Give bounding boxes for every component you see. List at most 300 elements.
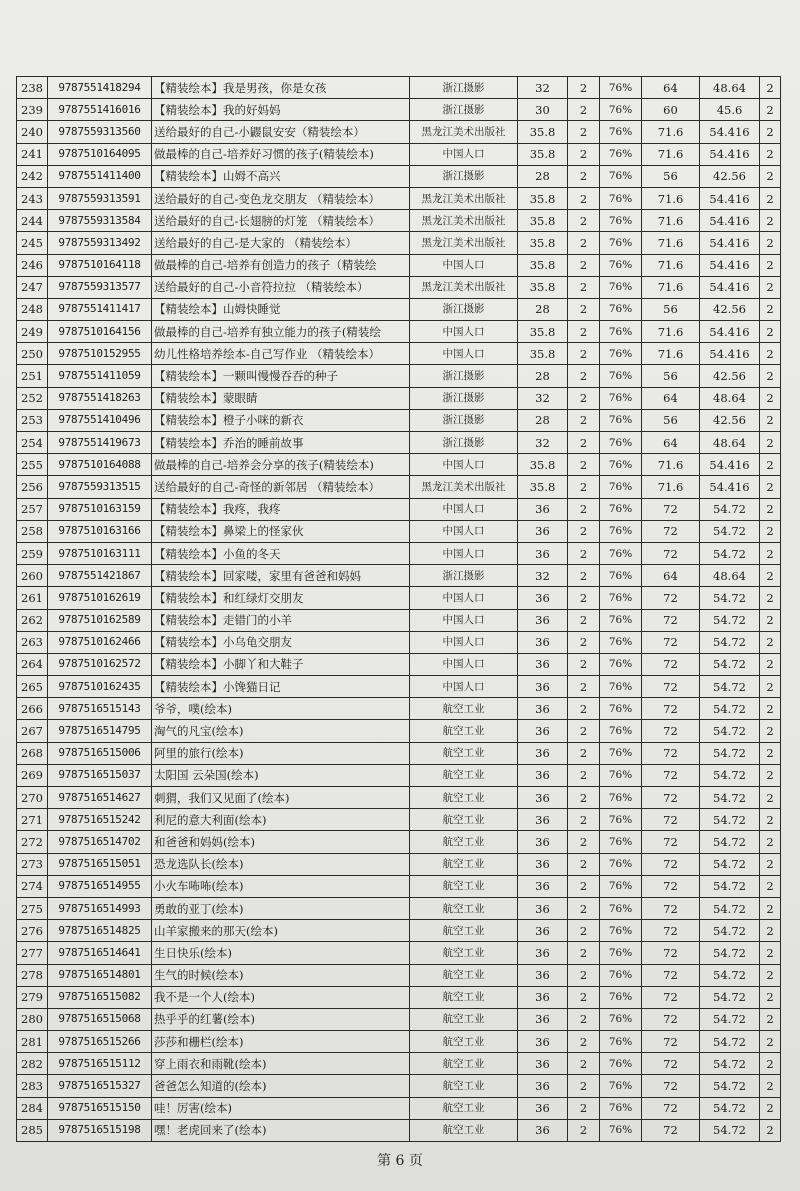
discount-cell: 76% <box>600 343 642 365</box>
unit-price-cell: 36 <box>518 764 568 786</box>
unit-price-cell: 36 <box>518 609 568 631</box>
book-title-cell: 送给最好的自己-小音符拉拉 （精装绘本） <box>152 276 410 298</box>
unit-price-cell: 36 <box>518 520 568 542</box>
unit-price-cell: 36 <box>518 1075 568 1097</box>
table-row <box>17 365 781 387</box>
unit-price-cell: 28 <box>518 298 568 320</box>
table-row <box>17 1031 781 1053</box>
quantity-cell: 2 <box>568 454 600 476</box>
row-number-cell: 242 <box>17 165 48 187</box>
row-number-cell: 240 <box>17 121 48 143</box>
row-number-cell: 276 <box>17 920 48 942</box>
quantity-cell: 2 <box>568 653 600 675</box>
row-number-cell: 272 <box>17 831 48 853</box>
discount-cell: 76% <box>600 276 642 298</box>
extra-cell: 2 <box>760 1053 781 1075</box>
isbn-cell: 9787516514825 <box>48 920 152 942</box>
row-number-cell: 265 <box>17 676 48 698</box>
table-row <box>17 454 781 476</box>
discount-cell: 76% <box>600 853 642 875</box>
publisher-cell: 中国人口 <box>410 254 518 276</box>
publisher-cell: 航空工业 <box>410 764 518 786</box>
extra-cell: 2 <box>760 321 781 343</box>
quantity-cell: 2 <box>568 432 600 454</box>
net-total-cell: 54.72 <box>700 897 760 919</box>
quantity-cell: 2 <box>568 343 600 365</box>
list-total-cell: 72 <box>642 942 700 964</box>
book-title-cell: 【精装绘本】小乌龟交朋友 <box>152 631 410 653</box>
extra-cell: 2 <box>760 143 781 165</box>
extra-cell: 2 <box>760 498 781 520</box>
extra-cell: 2 <box>760 853 781 875</box>
table-row <box>17 520 781 542</box>
publisher-cell: 航空工业 <box>410 964 518 986</box>
quantity-cell: 2 <box>568 1097 600 1119</box>
discount-cell: 76% <box>600 631 642 653</box>
row-number-cell: 245 <box>17 232 48 254</box>
extra-cell: 2 <box>760 831 781 853</box>
publisher-cell: 浙江摄影 <box>410 387 518 409</box>
quantity-cell: 2 <box>568 920 600 942</box>
discount-cell: 76% <box>600 476 642 498</box>
isbn-cell: 9787551411417 <box>48 298 152 320</box>
list-total-cell: 71.6 <box>642 476 700 498</box>
list-total-cell: 72 <box>642 720 700 742</box>
quantity-cell: 2 <box>568 676 600 698</box>
publisher-cell: 中国人口 <box>410 676 518 698</box>
quantity-cell: 2 <box>568 321 600 343</box>
isbn-cell: 9787510162435 <box>48 676 152 698</box>
unit-price-cell: 35.8 <box>518 476 568 498</box>
quantity-cell: 2 <box>568 831 600 853</box>
row-number-cell: 249 <box>17 321 48 343</box>
row-number-cell: 280 <box>17 1008 48 1030</box>
unit-price-cell: 36 <box>518 498 568 520</box>
list-total-cell: 72 <box>642 1053 700 1075</box>
list-total-cell: 72 <box>642 809 700 831</box>
net-total-cell: 54.72 <box>700 875 760 897</box>
extra-cell: 2 <box>760 542 781 564</box>
book-title-cell: 我不是一个人(绘本) <box>152 986 410 1008</box>
isbn-cell: 9787516514627 <box>48 787 152 809</box>
extra-cell: 2 <box>760 1008 781 1030</box>
isbn-cell: 9787516515082 <box>48 986 152 1008</box>
list-total-cell: 71.6 <box>642 232 700 254</box>
table-row <box>17 1119 781 1141</box>
list-total-cell: 72 <box>642 742 700 764</box>
list-total-cell: 71.6 <box>642 121 700 143</box>
isbn-cell: 9787510164118 <box>48 254 152 276</box>
publisher-cell: 浙江摄影 <box>410 298 518 320</box>
row-number-cell: 241 <box>17 143 48 165</box>
book-title-cell: 阿里的旅行(绘本) <box>152 742 410 764</box>
row-number-cell: 271 <box>17 809 48 831</box>
book-title-cell: 生气的时候(绘本) <box>152 964 410 986</box>
isbn-cell: 9787516514955 <box>48 875 152 897</box>
quantity-cell: 2 <box>568 210 600 232</box>
quantity-cell: 2 <box>568 942 600 964</box>
row-number-cell: 278 <box>17 964 48 986</box>
row-number-cell: 282 <box>17 1053 48 1075</box>
table-row <box>17 187 781 209</box>
quantity-cell: 2 <box>568 1031 600 1053</box>
net-total-cell: 54.416 <box>700 476 760 498</box>
net-total-cell: 54.72 <box>700 1008 760 1030</box>
book-title-cell: 【精装绘本】乔治的睡前故事 <box>152 432 410 454</box>
row-number-cell: 253 <box>17 409 48 431</box>
discount-cell: 76% <box>600 942 642 964</box>
publisher-cell: 航空工业 <box>410 1008 518 1030</box>
isbn-cell: 9787516515068 <box>48 1008 152 1030</box>
quantity-cell: 2 <box>568 986 600 1008</box>
list-total-cell: 72 <box>642 587 700 609</box>
extra-cell: 2 <box>760 121 781 143</box>
table-row <box>17 99 781 121</box>
table-row <box>17 298 781 320</box>
unit-price-cell: 36 <box>518 853 568 875</box>
discount-cell: 76% <box>600 498 642 520</box>
quantity-cell: 2 <box>568 565 600 587</box>
extra-cell: 2 <box>760 343 781 365</box>
discount-cell: 76% <box>600 676 642 698</box>
list-total-cell: 56 <box>642 165 700 187</box>
net-total-cell: 48.64 <box>700 387 760 409</box>
net-total-cell: 54.72 <box>700 964 760 986</box>
publisher-cell: 中国人口 <box>410 498 518 520</box>
row-number-cell: 250 <box>17 343 48 365</box>
discount-cell: 76% <box>600 764 642 786</box>
publisher-cell: 航空工业 <box>410 1119 518 1141</box>
isbn-cell: 9787516514801 <box>48 964 152 986</box>
discount-cell: 76% <box>600 387 642 409</box>
unit-price-cell: 32 <box>518 387 568 409</box>
list-total-cell: 71.6 <box>642 343 700 365</box>
table-row <box>17 698 781 720</box>
unit-price-cell: 35.8 <box>518 343 568 365</box>
net-total-cell: 54.72 <box>700 542 760 564</box>
table-row <box>17 942 781 964</box>
extra-cell: 2 <box>760 387 781 409</box>
unit-price-cell: 36 <box>518 1053 568 1075</box>
row-number-cell: 273 <box>17 853 48 875</box>
net-total-cell: 54.416 <box>700 143 760 165</box>
quantity-cell: 2 <box>568 365 600 387</box>
book-title-cell: 【精装绘本】我疼，我疼 <box>152 498 410 520</box>
extra-cell: 2 <box>760 809 781 831</box>
publisher-cell: 黑龙江美术出版社 <box>410 187 518 209</box>
publisher-cell: 航空工业 <box>410 1097 518 1119</box>
net-total-cell: 54.416 <box>700 276 760 298</box>
isbn-cell: 9787510164088 <box>48 454 152 476</box>
quantity-cell: 2 <box>568 897 600 919</box>
discount-cell: 76% <box>600 809 642 831</box>
table-row <box>17 254 781 276</box>
unit-price-cell: 35.8 <box>518 121 568 143</box>
publisher-cell: 航空工业 <box>410 698 518 720</box>
list-total-cell: 72 <box>642 986 700 1008</box>
book-title-cell: 【精装绘本】一颗叫慢慢吞吞的种子 <box>152 365 410 387</box>
row-number-cell: 258 <box>17 520 48 542</box>
publisher-cell: 中国人口 <box>410 631 518 653</box>
isbn-cell: 9787510164095 <box>48 143 152 165</box>
quantity-cell: 2 <box>568 143 600 165</box>
unit-price-cell: 36 <box>518 897 568 919</box>
list-total-cell: 72 <box>642 787 700 809</box>
quantity-cell: 2 <box>568 764 600 786</box>
unit-price-cell: 36 <box>518 1119 568 1141</box>
table-row <box>17 432 781 454</box>
book-title-cell: 淘气的凡宝(绘本) <box>152 720 410 742</box>
net-total-cell: 48.64 <box>700 77 760 99</box>
table-row <box>17 809 781 831</box>
extra-cell: 2 <box>760 1097 781 1119</box>
extra-cell: 2 <box>760 254 781 276</box>
discount-cell: 76% <box>600 232 642 254</box>
extra-cell: 2 <box>760 454 781 476</box>
list-total-cell: 72 <box>642 897 700 919</box>
list-total-cell: 71.6 <box>642 254 700 276</box>
discount-cell: 76% <box>600 964 642 986</box>
discount-cell: 76% <box>600 454 642 476</box>
table-row <box>17 387 781 409</box>
net-total-cell: 48.64 <box>700 432 760 454</box>
list-total-cell: 71.6 <box>642 454 700 476</box>
list-total-cell: 71.6 <box>642 187 700 209</box>
book-title-cell: 【精装绘本】蒙眼睛 <box>152 387 410 409</box>
discount-cell: 76% <box>600 99 642 121</box>
isbn-cell: 9787551411400 <box>48 165 152 187</box>
publisher-cell: 中国人口 <box>410 609 518 631</box>
quantity-cell: 2 <box>568 276 600 298</box>
quantity-cell: 2 <box>568 409 600 431</box>
unit-price-cell: 28 <box>518 409 568 431</box>
unit-price-cell: 36 <box>518 986 568 1008</box>
isbn-cell: 9787516515327 <box>48 1075 152 1097</box>
unit-price-cell: 36 <box>518 809 568 831</box>
isbn-cell: 9787551411059 <box>48 365 152 387</box>
discount-cell: 76% <box>600 121 642 143</box>
book-title-cell: 穿上雨衣和雨靴(绘本) <box>152 1053 410 1075</box>
publisher-cell: 中国人口 <box>410 653 518 675</box>
row-number-cell: 279 <box>17 986 48 1008</box>
publisher-cell: 浙江摄影 <box>410 165 518 187</box>
unit-price-cell: 36 <box>518 920 568 942</box>
book-title-cell: 【精装绘本】山姆快睡觉 <box>152 298 410 320</box>
extra-cell: 2 <box>760 631 781 653</box>
extra-cell: 2 <box>760 1119 781 1141</box>
net-total-cell: 54.72 <box>700 809 760 831</box>
book-title-cell: 送给最好的自己-是大家的 （精装绘本） <box>152 232 410 254</box>
book-title-cell: 爸爸怎么知道的(绘本) <box>152 1075 410 1097</box>
unit-price-cell: 35.8 <box>518 254 568 276</box>
isbn-cell: 9787559313584 <box>48 210 152 232</box>
table-row <box>17 875 781 897</box>
list-total-cell: 72 <box>642 498 700 520</box>
publisher-cell: 航空工业 <box>410 831 518 853</box>
net-total-cell: 54.72 <box>700 1119 760 1141</box>
table-row <box>17 764 781 786</box>
publisher-cell: 黑龙江美术出版社 <box>410 232 518 254</box>
list-total-cell: 72 <box>642 1008 700 1030</box>
table-row <box>17 143 781 165</box>
publisher-cell: 黑龙江美术出版社 <box>410 276 518 298</box>
book-title-cell: 送给最好的自己-长翅膀的灯笼 （精装绘本） <box>152 210 410 232</box>
publisher-cell: 中国人口 <box>410 143 518 165</box>
list-total-cell: 64 <box>642 387 700 409</box>
unit-price-cell: 36 <box>518 631 568 653</box>
list-total-cell: 72 <box>642 1097 700 1119</box>
quantity-cell: 2 <box>568 698 600 720</box>
quantity-cell: 2 <box>568 121 600 143</box>
extra-cell: 2 <box>760 77 781 99</box>
list-total-cell: 72 <box>642 764 700 786</box>
quantity-cell: 2 <box>568 1053 600 1075</box>
table-row <box>17 542 781 564</box>
discount-cell: 76% <box>600 520 642 542</box>
isbn-cell: 9787551418263 <box>48 387 152 409</box>
net-total-cell: 54.72 <box>700 520 760 542</box>
book-title-cell: 【精装绘本】小鱼的冬天 <box>152 542 410 564</box>
extra-cell: 2 <box>760 565 781 587</box>
discount-cell: 76% <box>600 165 642 187</box>
discount-cell: 76% <box>600 1097 642 1119</box>
table-row <box>17 498 781 520</box>
quantity-cell: 2 <box>568 1075 600 1097</box>
discount-cell: 76% <box>600 77 642 99</box>
table-row <box>17 853 781 875</box>
extra-cell: 2 <box>760 609 781 631</box>
net-total-cell: 54.416 <box>700 121 760 143</box>
table-row <box>17 565 781 587</box>
net-total-cell: 54.72 <box>700 742 760 764</box>
book-title-cell: 做最棒的自己-培养有创造力的孩子（精装绘 <box>152 254 410 276</box>
net-total-cell: 54.72 <box>700 787 760 809</box>
net-total-cell: 54.416 <box>700 232 760 254</box>
book-title-cell: 勇敢的亚丁(绘本) <box>152 897 410 919</box>
book-title-cell: 送给最好的自己-奇怪的新邻居 （精装绘本） <box>152 476 410 498</box>
isbn-cell: 9787551410496 <box>48 409 152 431</box>
table-row <box>17 920 781 942</box>
isbn-cell: 9787559313560 <box>48 121 152 143</box>
publisher-cell: 航空工业 <box>410 720 518 742</box>
quantity-cell: 2 <box>568 787 600 809</box>
list-total-cell: 72 <box>642 831 700 853</box>
table-row <box>17 1053 781 1075</box>
list-total-cell: 72 <box>642 920 700 942</box>
book-title-cell: 小火车咘咘(绘本) <box>152 875 410 897</box>
discount-cell: 76% <box>600 742 642 764</box>
table-row <box>17 964 781 986</box>
isbn-cell: 9787551416016 <box>48 99 152 121</box>
list-total-cell: 72 <box>642 853 700 875</box>
quantity-cell: 2 <box>568 476 600 498</box>
discount-cell: 76% <box>600 432 642 454</box>
unit-price-cell: 36 <box>518 742 568 764</box>
publisher-cell: 中国人口 <box>410 587 518 609</box>
publisher-cell: 航空工业 <box>410 1031 518 1053</box>
publisher-cell: 中国人口 <box>410 454 518 476</box>
publisher-cell: 航空工业 <box>410 920 518 942</box>
extra-cell: 2 <box>760 165 781 187</box>
row-number-cell: 270 <box>17 787 48 809</box>
list-total-cell: 60 <box>642 99 700 121</box>
table-row <box>17 165 781 187</box>
net-total-cell: 54.416 <box>700 187 760 209</box>
isbn-cell: 9787510152955 <box>48 343 152 365</box>
quantity-cell: 2 <box>568 631 600 653</box>
extra-cell: 2 <box>760 520 781 542</box>
discount-cell: 76% <box>600 1031 642 1053</box>
table-row <box>17 1097 781 1119</box>
book-title-cell: 【精装绘本】回家喽，家里有爸爸和妈妈 <box>152 565 410 587</box>
publisher-cell: 航空工业 <box>410 1075 518 1097</box>
quantity-cell: 2 <box>568 742 600 764</box>
unit-price-cell: 28 <box>518 165 568 187</box>
discount-cell: 76% <box>600 609 642 631</box>
net-total-cell: 54.72 <box>700 853 760 875</box>
isbn-cell: 9787516515051 <box>48 853 152 875</box>
discount-cell: 76% <box>600 698 642 720</box>
row-number-cell: 248 <box>17 298 48 320</box>
row-number-cell: 247 <box>17 276 48 298</box>
row-number-cell: 244 <box>17 210 48 232</box>
discount-cell: 76% <box>600 720 642 742</box>
row-number-cell: 277 <box>17 942 48 964</box>
isbn-cell: 9787516515143 <box>48 698 152 720</box>
net-total-cell: 42.56 <box>700 298 760 320</box>
isbn-cell: 9787551421867 <box>48 565 152 587</box>
net-total-cell: 54.72 <box>700 609 760 631</box>
discount-cell: 76% <box>600 542 642 564</box>
isbn-cell: 9787551418294 <box>48 77 152 99</box>
isbn-cell: 9787510162589 <box>48 609 152 631</box>
net-total-cell: 54.72 <box>700 1053 760 1075</box>
table-row <box>17 476 781 498</box>
list-total-cell: 56 <box>642 298 700 320</box>
quantity-cell: 2 <box>568 165 600 187</box>
net-total-cell: 54.72 <box>700 698 760 720</box>
book-title-cell: 哇！厉害(绘本) <box>152 1097 410 1119</box>
list-total-cell: 72 <box>642 1075 700 1097</box>
publisher-cell: 浙江摄影 <box>410 409 518 431</box>
net-total-cell: 54.72 <box>700 986 760 1008</box>
discount-cell: 76% <box>600 565 642 587</box>
extra-cell: 2 <box>760 476 781 498</box>
isbn-cell: 9787516515037 <box>48 764 152 786</box>
net-total-cell: 54.72 <box>700 764 760 786</box>
table-row <box>17 343 781 365</box>
row-number-cell: 254 <box>17 432 48 454</box>
discount-cell: 76% <box>600 1119 642 1141</box>
quantity-cell: 2 <box>568 77 600 99</box>
net-total-cell: 54.416 <box>700 454 760 476</box>
table-row <box>17 321 781 343</box>
row-number-cell: 275 <box>17 897 48 919</box>
extra-cell: 2 <box>760 1075 781 1097</box>
unit-price-cell: 32 <box>518 565 568 587</box>
isbn-cell: 9787516515150 <box>48 1097 152 1119</box>
publisher-cell: 航空工业 <box>410 986 518 1008</box>
list-total-cell: 56 <box>642 409 700 431</box>
unit-price-cell: 36 <box>518 587 568 609</box>
isbn-cell: 9787510164156 <box>48 321 152 343</box>
list-total-cell: 56 <box>642 365 700 387</box>
row-number-cell: 251 <box>17 365 48 387</box>
row-number-cell: 264 <box>17 653 48 675</box>
unit-price-cell: 36 <box>518 698 568 720</box>
net-total-cell: 54.72 <box>700 676 760 698</box>
list-total-cell: 72 <box>642 676 700 698</box>
